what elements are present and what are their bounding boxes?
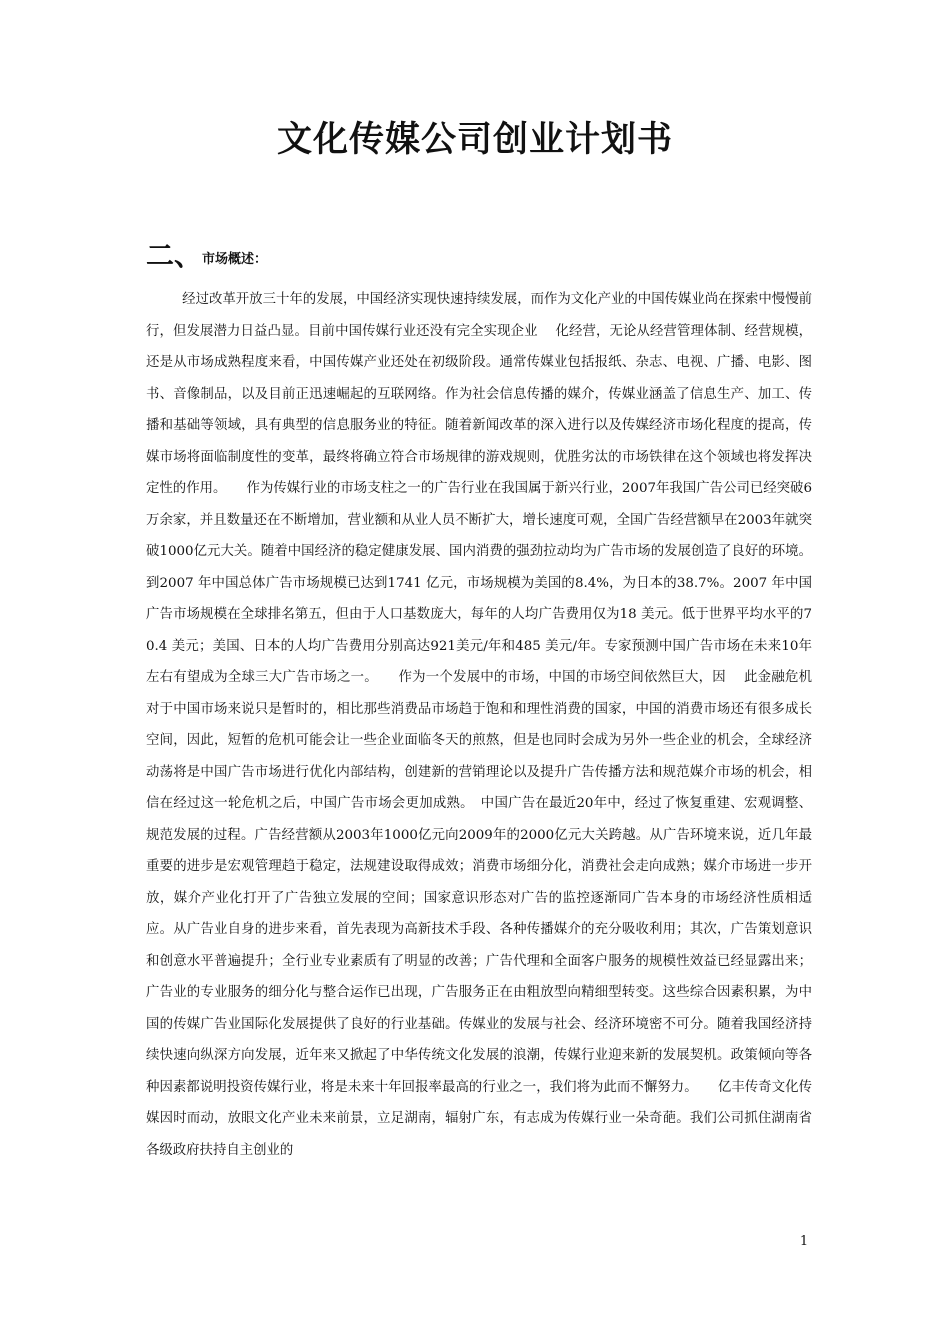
section-title: 市场概述： — [202, 252, 268, 267]
page-number: 1 — [799, 1234, 809, 1249]
section-number: 二、 — [146, 239, 203, 272]
document-title: 文化传媒公司创业计划书 — [276, 120, 673, 160]
body-paragraph: 经过改革开放三十年的发展，中国经济实现快速持续发展，而作为文化产业的中国传媒业尚在探索中慢慢前行，但发展潜力日益凸显。目前中国传媒行业还没有完全实现企业 化经营，无论从经营管理体制、经营规模，还是从市场成熟程度来看，中国传媒产业还处在初级阶段。通常传媒业包括报纸、杂志、电视、广播、电影、图书、音像制品，以及目前正迅速崛起的互联网络。作为社会信息传播的媒介，传媒业涵盖了信息生产、加工、传播和基础等领域，具有典型的信息服务业的特征。随着新闻改革的深入进行以及传媒经济市场化程度的提高，传媒市场将面临制度性的变革，最终将确立符合市场规律的游戏规则，优胜劣汰的市场铁律在这个领域也将发挥决定性的作用。 作为传媒行业的市场支柱之一的广告行业在我国属于新兴行业，2007年我国广告公司已经突破6万余家，并且数量还在不断增加，营业额和从业人员不断扩大，增长速度可观，全国广告经营额早在2003年就突破1000亿元大关。随着中国经济的稳定健康发展、国内消费的强劲拉动均为广告市场的发展创造了良好的环境。到2007 年中国总体广告市场规模已达到1741 亿元，市场规模为美国的8.4%，为日本的38.7%。2007 年中国广告市场规模在全球排名第五，但由于人口基数庞大，每年的人均广告费用仅为18 美元。低于世界平均水平的70.4 美元；美国、日本的人均广告费用分别高达921美元/年和485 美元/年。专家预测中国广告市场在未来10年左右有望成为全球三大广告市场之一。 作为一个发展中的市场，中国的市场空间依然巨大，因 此金融危机对于中国市场来说只是暂时的，相比那些消费品市场趋于饱和和理性消费的国家，中国的消费市场还有很多成长空间，因此，短暂的危机可能会让一些企业面临冬天的煎熬，但是也同时会成为另外一些企业的机会，全球经济动荡将是中国广告市场进行优化内部结构，创建新的营销理论以及提升广告传播方法和规范媒介市场的机会，相信在经过这一轮危机之后，中国广告市场会更加成熟。 中国广告在最近20年中，经过了恢复重建、宏观调整、规范发展的过程。广告经营额从2003年1000亿元向2009年的2000亿元大关跨越。从广告环境来说，近几年最重要的进步是宏观管理趋于稳定，法规建设取得成效；消费市场细分化，消费社会走向成熟；媒介市场进一步开放，媒介产业化打开了广告独立发展的空间；国家意识形态对广告的监控逐渐同广告本身的市场经济性质相适应。从广告业自身的进步来看，首先表现为高新技术手段、各种传播媒介的充分吸收利用；其次，广告策划意识和创意水平普遍提升；全行业专业素质有了明显的改善；广告代理和全面客户服务的规模性效益已经显露出来；广告业的专业服务的细分化与整合运作已出现，广告服务正在由粗放型向精细型转变。这些综合因素积累，为中国的传媒广告业国际化发展提供了良好的行业基础。传媒业的发展与社会、经济环境密不可分。随着我国经济持续快速向纵深方向发展，近年来又掀起了中华传统文化发展的浪潮，传媒行业迎来新的发展契机。政策倾向等各种因素都说明投资传媒行业，将是未来十年回报率最高的行业之一，我们将为此而不懈努力。 亿丰传奇文化传媒因时而动，放眼文化产业未来前景，立足湖南，辐射广东，有志成为传媒行业一朵奇葩。我们公司抓住湖南省各级政府扶持自主创业的 — [146, 292, 812, 1158]
section-heading — [146, 232, 267, 272]
